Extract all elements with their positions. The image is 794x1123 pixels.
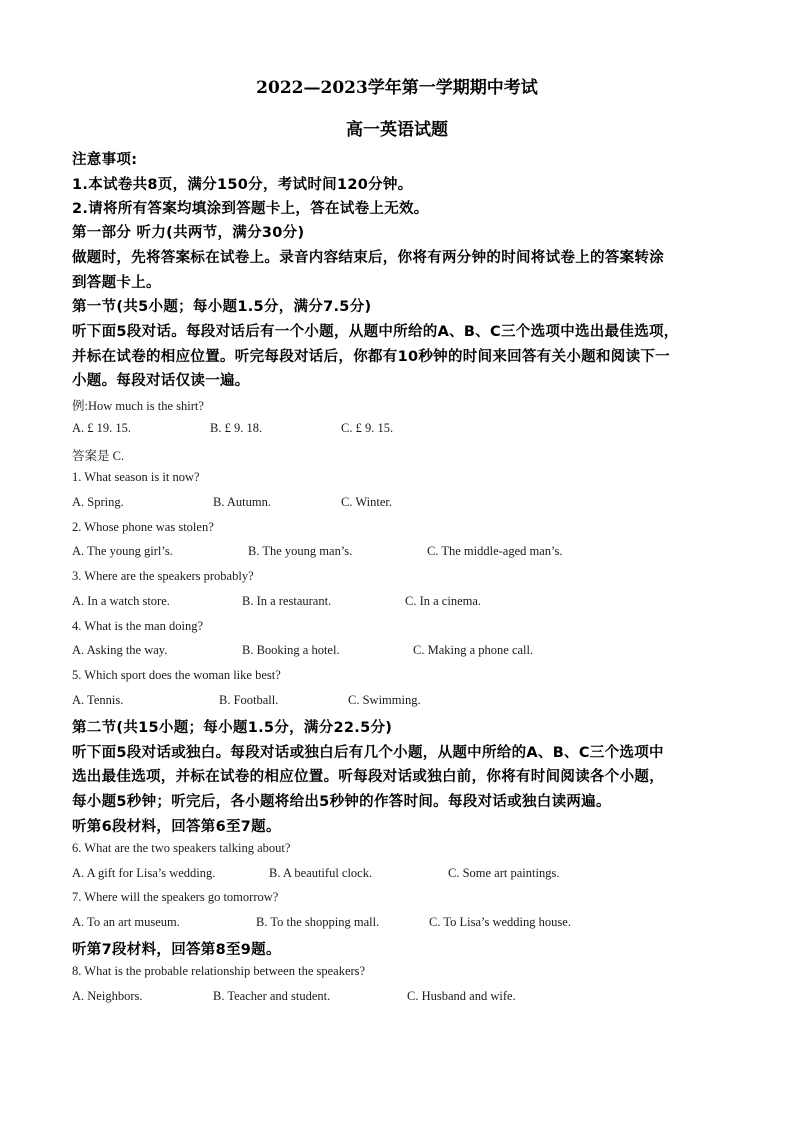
question-6: 6. What are the two speakers talking about? xyxy=(72,841,291,855)
example-option-c: C. £ 9. 15. xyxy=(341,421,394,435)
question-2: 2. Whose phone was stolen? xyxy=(72,520,214,534)
example-answer: 答案是 C. xyxy=(72,449,125,463)
question-7-option-c: C. To Lisa’s wedding house. xyxy=(429,915,571,929)
question-3-option-c: C. In a cinema. xyxy=(405,594,482,608)
question-7: 7. Where will the speakers go tomorrow? xyxy=(72,890,279,904)
section1-desc-line-1: 听下面5段对话。每段对话后有一个小题，从题中所给的A、B、C三个选项中选出最佳选项， xyxy=(72,324,679,340)
question-8-option-b: B. Teacher and student. xyxy=(213,989,331,1003)
example-option-b: B. £ 9. 18. xyxy=(210,421,263,435)
group-7-heading: 听第7段材料，回答第8至9题。 xyxy=(72,942,281,958)
question-6-option-b: B. A beautiful clock. xyxy=(269,866,373,880)
part1-heading: 第一部分 听力(共两节，满分30分) xyxy=(72,225,305,241)
question-5-option-c: C. Swimming. xyxy=(348,693,421,707)
question-8-option-a: A. Neighbors. xyxy=(72,989,143,1003)
section1-heading: 第一节(共5小题；每小题1.5分，满分7.5分) xyxy=(72,299,372,315)
question-1-option-c: C. Winter. xyxy=(341,495,393,509)
question-4-option-b: B. Booking a hotel. xyxy=(242,643,340,657)
question-2-option-a: A. The young girl’s. xyxy=(72,544,173,558)
section2-heading: 第二节(共15小题；每小题1.5分，满分22.5分) xyxy=(72,720,393,736)
question-1-option-a: A. Spring. xyxy=(72,495,124,509)
section2-desc-line-1: 听下面5段对话或独白。每段对话或独白后有几个小题，从题中所给的A、B、C三个选项中 xyxy=(72,745,664,761)
example-option-a: A. £ 19. 15. xyxy=(72,421,132,435)
section2-desc-line-3: 每小题5秒钟；听完后，各小题将给出5秒钟的作答时间。每段对话或独白读两遍。 xyxy=(72,794,611,810)
section1-desc-line-2: 并标在试卷的相应位置。听完每段对话后，你都有10秒钟的时间来回答有关小题和阅读下一 xyxy=(72,349,670,365)
question-5-option-b: B. Football. xyxy=(219,693,279,707)
exam-title: 2022—2023学年第一学期期中考试 xyxy=(256,78,538,98)
question-2-option-c: C. The middle-aged man’s. xyxy=(427,544,563,558)
question-4-option-a: A. Asking the way. xyxy=(72,643,168,657)
notice-heading: 注意事项: xyxy=(72,152,138,168)
question-7-option-a: A. To an art museum. xyxy=(72,915,180,929)
exam-subtitle: 高一英语试题 xyxy=(346,120,448,140)
question-3: 3. Where are the speakers probably? xyxy=(72,569,254,583)
notice-item-2: 2.请将所有答案均填涂到答题卡上，答在试卷上无效。 xyxy=(72,201,429,217)
question-2-option-b: B. The young man’s. xyxy=(248,544,353,558)
question-6-option-c: C. Some art paintings. xyxy=(448,866,560,880)
question-5-option-a: A. Tennis. xyxy=(72,693,124,707)
question-3-option-b: B. In a restaurant. xyxy=(242,594,332,608)
question-1-option-b: B. Autumn. xyxy=(213,495,271,509)
question-3-option-a: A. In a watch store. xyxy=(72,594,170,608)
example-question: 例:How much is the shirt? xyxy=(72,399,204,413)
part1-desc-line-1: 做题时，先将答案标在试卷上。录音内容结束后，你将有两分钟的时间将试卷上的答案转涂 xyxy=(72,250,664,266)
question-5: 5. Which sport does the woman like best? xyxy=(72,668,281,682)
question-4: 4. What is the man doing? xyxy=(72,619,203,633)
section1-desc-line-3: 小题。每段对话仅读一遍。 xyxy=(72,373,250,389)
group-6-heading: 听第6段材料，回答第6至7题。 xyxy=(72,819,281,835)
question-8: 8. What is the probable relationship between the speakers? xyxy=(72,964,366,978)
question-7-option-b: B. To the shopping mall. xyxy=(256,915,380,929)
part1-desc-line-2: 到答题卡上。 xyxy=(72,275,161,291)
question-6-option-a: A. A gift for Lisa’s wedding. xyxy=(72,866,216,880)
section2-desc-line-2: 选出最佳选项，并标在试卷的相应位置。听每段对话或独白前，你将有时间阅读各个小题， xyxy=(72,769,664,785)
question-1: 1. What season is it now? xyxy=(72,470,200,484)
question-8-option-c: C. Husband and wife. xyxy=(407,989,516,1003)
question-4-option-c: C. Making a phone call. xyxy=(413,643,534,657)
notice-item-1: 1.本试卷共8页，满分150分，考试时间120分钟。 xyxy=(72,177,413,193)
